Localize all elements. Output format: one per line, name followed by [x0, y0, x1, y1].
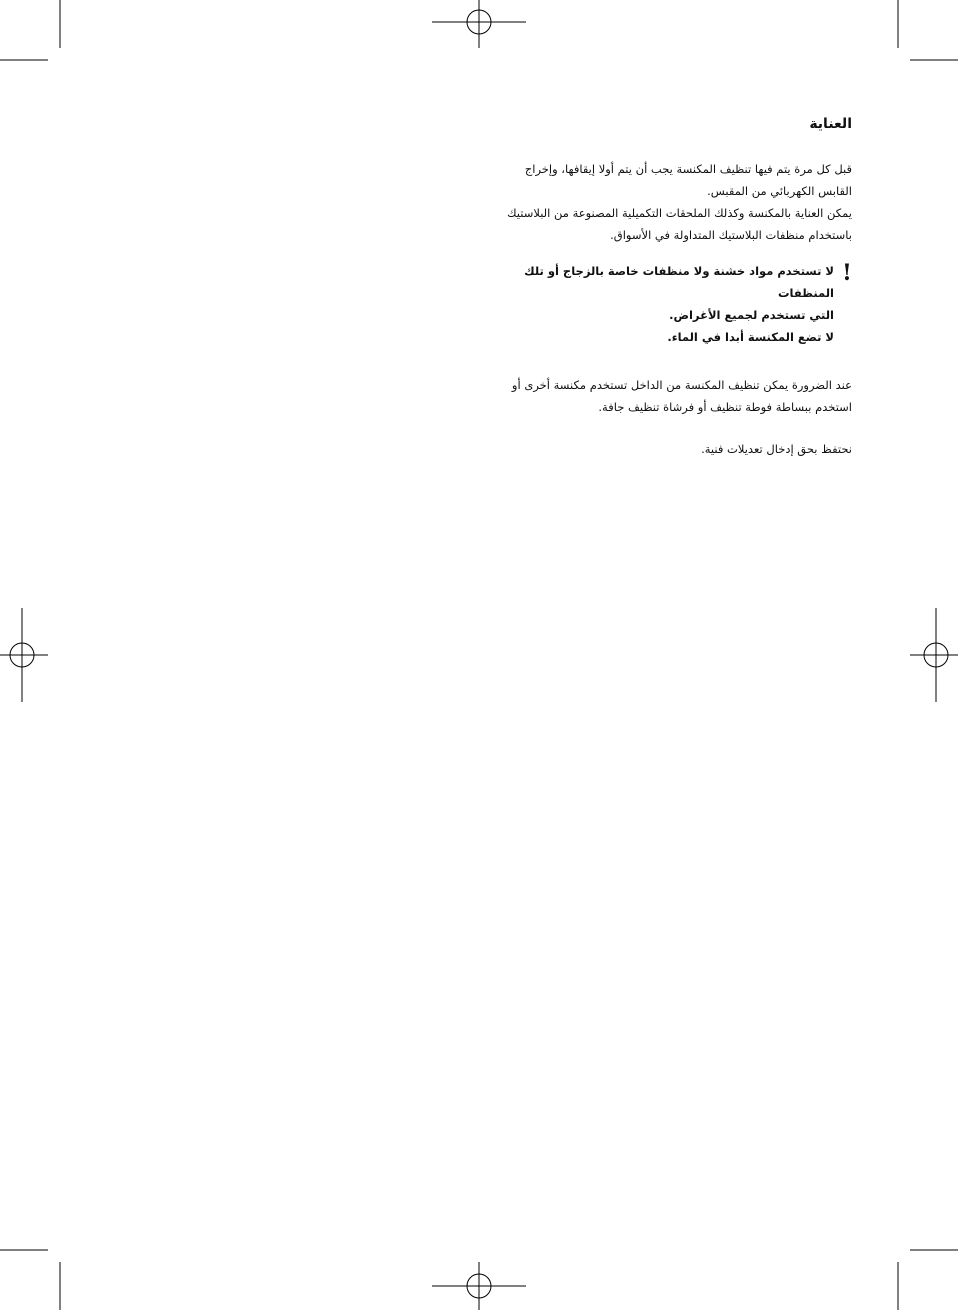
text-line: استخدم ببساطة فوطة تنظيف أو فرشاة تنظيف جافة.	[598, 400, 852, 414]
technical-changes-note: نحتفظ بحق إدخال تعديلات فنية.	[701, 442, 852, 456]
warning-block	[496, 260, 852, 348]
text-line: باستخدام منظفات البلاستيك المتداولة في الأسواق.	[610, 228, 852, 242]
care-section	[496, 114, 852, 460]
registration-target-right	[910, 608, 958, 702]
warning-line: لا تضع المكنسة أبدا في الماء.	[667, 330, 834, 344]
registration-target-left	[0, 608, 48, 702]
registration-target-top	[432, 0, 526, 48]
inside-cleaning-paragraph	[496, 374, 852, 418]
warning-line: التي تستخدم لجميع الأغراض.	[669, 308, 834, 322]
text-line: القابس الكهربائي من المقبس.	[707, 184, 852, 198]
text-line: عند الضرورة يمكن تنظيف المكنسة من الداخل تستخدم مكنسة أخرى أو	[511, 378, 852, 392]
intro-paragraph	[496, 158, 852, 246]
registration-target-bottom	[432, 1262, 526, 1310]
text-line: يمكن العناية بالمكنسة وكذلك الملحقات التكميلية المصنوعة من البلاستيك	[507, 206, 852, 220]
text-line: قبل كل مرة يتم فيها تنظيف المكنسة يجب أن يتم أولا إيقافها، وإخراج	[524, 162, 852, 176]
exclamation-icon: !	[842, 260, 852, 286]
warning-line: لا تستخدم مواد خشنة ولا منظفات خاصة بالزجاج أو تلك المنظفات	[524, 264, 834, 300]
section-title: العناية	[809, 116, 852, 132]
